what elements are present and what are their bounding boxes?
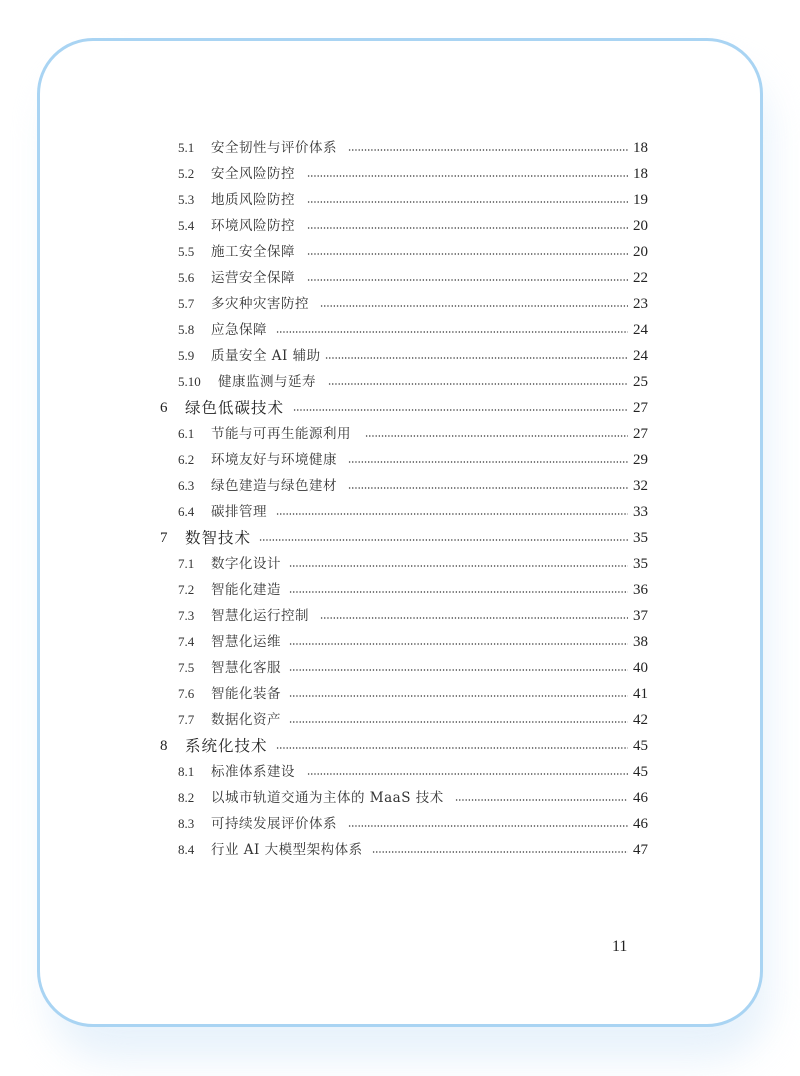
toc-entry-7-2[interactable] bbox=[0, 573, 800, 599]
entry-page: 29 bbox=[633, 452, 648, 468]
entry-page: 23 bbox=[633, 296, 648, 312]
entry-page: 38 bbox=[633, 634, 648, 650]
entry-title: 运营安全保障 bbox=[211, 270, 295, 286]
entry-title: 智慧化运维 bbox=[211, 634, 281, 650]
entry-number: 5.6 bbox=[178, 270, 195, 285]
chapter-number: 8 bbox=[160, 738, 168, 754]
chapter-title: 绿色低碳技术 bbox=[185, 399, 285, 417]
entry-number: 6.3 bbox=[178, 478, 195, 493]
entry-page: 37 bbox=[633, 608, 648, 624]
entry-title: 施工安全保障 bbox=[211, 244, 295, 260]
dot-leader bbox=[289, 669, 628, 671]
entry-title: 标准体系建设 bbox=[211, 764, 295, 780]
dot-leader bbox=[259, 539, 628, 541]
toc-entry-6-1[interactable] bbox=[0, 417, 800, 443]
dot-leader bbox=[289, 721, 628, 723]
toc-entry-7-3[interactable] bbox=[0, 599, 800, 625]
entry-title: 节能与可再生能源利用 bbox=[211, 426, 351, 442]
toc-chapter-8[interactable] bbox=[0, 729, 800, 755]
entry-page: 46 bbox=[633, 790, 648, 806]
dot-leader bbox=[276, 513, 628, 515]
chapter-number: 7 bbox=[160, 530, 168, 546]
dot-leader bbox=[320, 617, 628, 619]
dot-leader bbox=[293, 409, 628, 411]
toc-entry-5-6[interactable] bbox=[0, 261, 800, 287]
entry-title: 智慧化客服 bbox=[211, 660, 281, 676]
toc-entry-5-1[interactable] bbox=[0, 131, 800, 157]
toc-chapter-6[interactable] bbox=[0, 391, 800, 417]
toc-entry-8-4[interactable] bbox=[0, 833, 800, 859]
toc-entry-8-2[interactable] bbox=[0, 781, 800, 807]
dot-leader bbox=[307, 201, 628, 203]
entry-page: 33 bbox=[633, 504, 648, 520]
entry-title: 多灾种灾害防控 bbox=[211, 296, 309, 312]
entry-page: 41 bbox=[633, 686, 648, 702]
entry-title: 安全韧性与评价体系 bbox=[211, 140, 337, 156]
entry-number: 8.4 bbox=[178, 842, 195, 857]
toc-entry-5-10[interactable] bbox=[0, 365, 800, 391]
entry-page: 32 bbox=[633, 478, 648, 494]
dot-leader bbox=[348, 487, 628, 489]
toc-entry-7-7[interactable] bbox=[0, 703, 800, 729]
entry-number: 6.2 bbox=[178, 452, 195, 467]
entry-page: 20 bbox=[633, 218, 648, 234]
dot-leader bbox=[307, 773, 628, 775]
toc-entry-5-8[interactable] bbox=[0, 313, 800, 339]
dot-leader bbox=[455, 799, 628, 801]
entry-page: 27 bbox=[633, 426, 648, 442]
entry-number: 8.1 bbox=[178, 764, 195, 779]
entry-page: 19 bbox=[633, 192, 648, 208]
entry-title: 行业 AI 大模型架构体系 bbox=[211, 842, 363, 858]
entry-page: 22 bbox=[633, 270, 648, 286]
toc-entry-7-6[interactable] bbox=[0, 677, 800, 703]
entry-number: 5.9 bbox=[178, 348, 195, 363]
dot-leader bbox=[289, 643, 628, 645]
entry-number: 7.7 bbox=[178, 712, 195, 727]
chapter-title: 系统化技术 bbox=[185, 737, 268, 755]
entry-number: 5.5 bbox=[178, 244, 195, 259]
entry-number: 5.7 bbox=[178, 296, 195, 311]
entry-number: 5.8 bbox=[178, 322, 195, 337]
entry-page: 20 bbox=[633, 244, 648, 260]
entry-title: 环境风险防控 bbox=[211, 218, 295, 234]
entry-title: 可持续发展评价体系 bbox=[211, 816, 337, 832]
toc-entry-7-5[interactable] bbox=[0, 651, 800, 677]
toc-entry-5-9[interactable] bbox=[0, 339, 800, 365]
dot-leader bbox=[348, 149, 628, 151]
dot-leader bbox=[348, 461, 628, 463]
entry-page: 35 bbox=[633, 556, 648, 572]
entry-number: 7.2 bbox=[178, 582, 195, 597]
dot-leader bbox=[307, 175, 628, 177]
chapter-page: 35 bbox=[633, 530, 648, 546]
chapter-number: 6 bbox=[160, 400, 168, 416]
entry-number: 7.1 bbox=[178, 556, 195, 571]
dot-leader bbox=[348, 825, 628, 827]
entry-number: 8.2 bbox=[178, 790, 195, 805]
entry-title: 健康监测与延寿 bbox=[218, 374, 316, 390]
toc-entry-7-4[interactable] bbox=[0, 625, 800, 651]
toc-entry-5-4[interactable] bbox=[0, 209, 800, 235]
dot-leader bbox=[307, 253, 628, 255]
entry-number: 5.1 bbox=[178, 140, 195, 155]
chapter-page: 27 bbox=[633, 400, 648, 416]
entry-page: 24 bbox=[633, 322, 648, 338]
chapter-page: 45 bbox=[633, 738, 648, 754]
toc-entry-5-7[interactable] bbox=[0, 287, 800, 313]
dot-leader bbox=[307, 279, 628, 281]
dot-leader bbox=[276, 331, 628, 333]
dot-leader bbox=[328, 383, 628, 385]
toc-entry-6-4[interactable] bbox=[0, 495, 800, 521]
entry-page: 18 bbox=[633, 166, 648, 182]
toc-entry-7-1[interactable] bbox=[0, 547, 800, 573]
dot-leader bbox=[372, 851, 628, 853]
dot-leader bbox=[307, 227, 628, 229]
dot-leader bbox=[365, 435, 628, 437]
entry-number: 8.3 bbox=[178, 816, 195, 831]
dot-leader bbox=[320, 305, 628, 307]
entry-number: 7.5 bbox=[178, 660, 195, 675]
toc-entry-8-3[interactable] bbox=[0, 807, 800, 833]
entry-title: 地质风险防控 bbox=[211, 192, 295, 208]
entry-title: 安全风险防控 bbox=[211, 166, 295, 182]
entry-page: 45 bbox=[633, 764, 648, 780]
entry-title: 数据化资产 bbox=[211, 712, 281, 728]
chapter-title: 数智技术 bbox=[185, 529, 252, 547]
entry-page: 46 bbox=[633, 816, 648, 832]
page-number: 11 bbox=[612, 938, 628, 955]
entry-number: 5.2 bbox=[178, 166, 195, 181]
entry-page: 42 bbox=[633, 712, 648, 728]
toc-entry-5-5[interactable] bbox=[0, 235, 800, 261]
entry-title: 智慧化运行控制 bbox=[211, 608, 309, 624]
toc-entry-5-3[interactable] bbox=[0, 183, 800, 209]
entry-page: 24 bbox=[633, 348, 648, 364]
dot-leader bbox=[289, 565, 628, 567]
entry-number: 6.4 bbox=[178, 504, 195, 519]
entry-title: 碳排管理 bbox=[211, 504, 267, 520]
entry-title: 绿色建造与绿色建材 bbox=[211, 478, 337, 494]
entry-page: 40 bbox=[633, 660, 648, 676]
entry-number: 7.3 bbox=[178, 608, 195, 623]
entry-page: 47 bbox=[633, 842, 648, 858]
dot-leader bbox=[276, 747, 628, 749]
entry-page: 36 bbox=[633, 582, 648, 598]
entry-page: 25 bbox=[633, 374, 648, 390]
entry-number: 5.4 bbox=[178, 218, 195, 233]
dot-leader bbox=[325, 357, 628, 359]
entry-title: 智能化装备 bbox=[211, 686, 281, 702]
entry-title: 智能化建造 bbox=[211, 582, 281, 598]
toc-chapter-7[interactable] bbox=[0, 521, 800, 547]
dot-leader bbox=[289, 591, 628, 593]
entry-number: 6.1 bbox=[178, 426, 195, 441]
toc-entry-6-2[interactable] bbox=[0, 443, 800, 469]
entry-number: 5.10 bbox=[178, 374, 201, 389]
entry-number: 5.3 bbox=[178, 192, 195, 207]
entry-page: 18 bbox=[633, 140, 648, 156]
dot-leader bbox=[289, 695, 628, 697]
entry-number: 7.4 bbox=[178, 634, 195, 649]
entry-title: 应急保障 bbox=[211, 322, 267, 338]
entry-title: 数字化设计 bbox=[211, 556, 281, 572]
entry-title: 质量安全 AI 辅助 bbox=[211, 348, 321, 364]
toc-entry-5-2[interactable] bbox=[0, 157, 800, 183]
entry-title: 环境友好与环境健康 bbox=[211, 452, 337, 468]
entry-title: 以城市轨道交通为主体的 MaaS 技术 bbox=[211, 790, 444, 806]
toc-entry-6-3[interactable] bbox=[0, 469, 800, 495]
entry-number: 7.6 bbox=[178, 686, 195, 701]
toc-entry-8-1[interactable] bbox=[0, 755, 800, 781]
